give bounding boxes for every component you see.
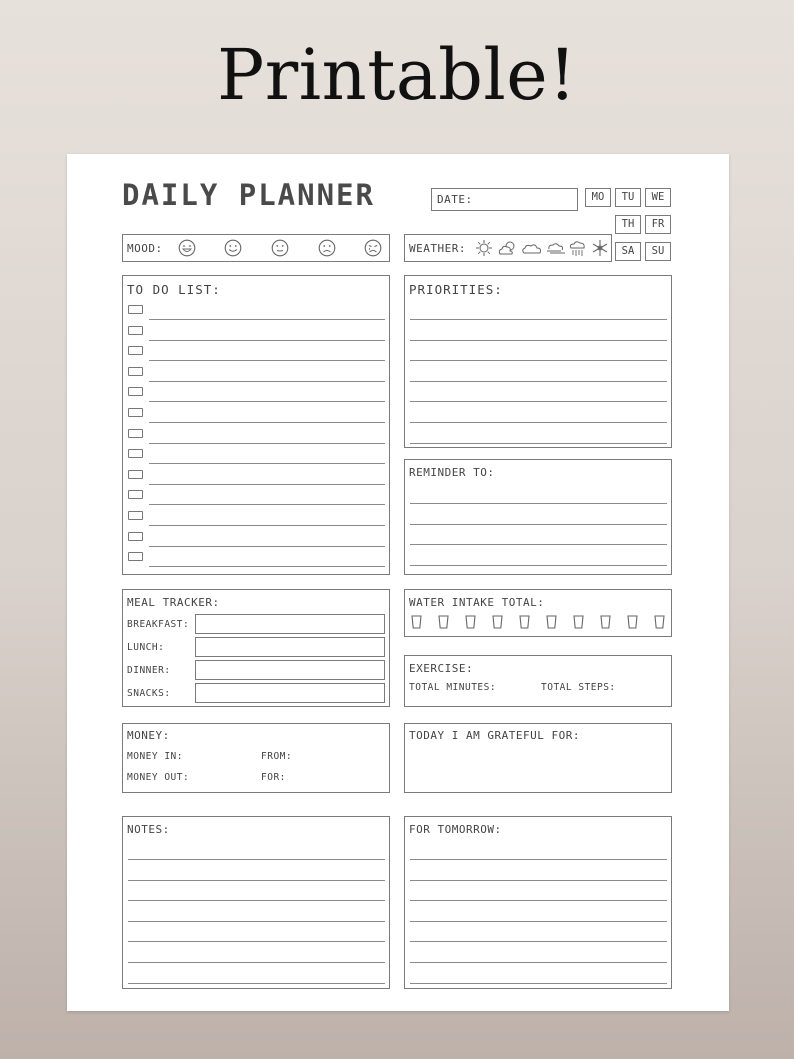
todo-box — [122, 275, 390, 575]
notes-line[interactable] — [128, 941, 385, 942]
money-out-label: MONEY OUT: — [127, 772, 190, 783]
water-intake-box — [404, 589, 672, 637]
water-cup-icon[interactable] — [438, 615, 449, 629]
todo-line[interactable] — [149, 360, 385, 361]
todo-checkbox[interactable] — [128, 408, 143, 417]
crying-face-icon[interactable] — [364, 239, 382, 257]
lunch-label: LUNCH: — [127, 642, 165, 653]
money-in-label: MONEY IN: — [127, 751, 183, 762]
day-we[interactable]: WE — [645, 188, 671, 207]
priorities-line[interactable] — [410, 443, 667, 444]
water-cup-icon[interactable] — [573, 615, 584, 629]
priorities-line[interactable] — [410, 319, 667, 320]
priorities-box — [404, 275, 672, 448]
todo-line[interactable] — [149, 566, 385, 567]
for-tomorrow-box — [404, 816, 672, 989]
todo-line[interactable] — [149, 443, 385, 444]
meal-tracker-label: MEAL TRACKER: — [127, 596, 220, 609]
neutral-face-icon[interactable] — [271, 239, 289, 257]
tomorrow-line[interactable] — [410, 859, 667, 860]
exercise-box — [404, 655, 672, 707]
todo-line[interactable] — [149, 484, 385, 485]
page-headline: Printable! — [217, 34, 577, 116]
partly-cloudy-icon[interactable] — [497, 239, 519, 257]
weather-label: WEATHER: — [409, 242, 466, 255]
money-label: MONEY: — [127, 729, 170, 742]
grateful-box — [404, 723, 672, 793]
dinner-field[interactable] — [195, 660, 385, 680]
todo-line[interactable] — [149, 504, 385, 505]
notes-box — [122, 816, 390, 989]
for-tomorrow-label: FOR TOMORROW: — [409, 823, 502, 836]
water-cup-icon[interactable] — [519, 615, 530, 629]
notes-line[interactable] — [128, 921, 385, 922]
sun-icon[interactable] — [475, 239, 493, 257]
water-cup-icon[interactable] — [465, 615, 476, 629]
todo-checkbox[interactable] — [128, 367, 143, 376]
todo-checkbox[interactable] — [128, 490, 143, 499]
lunch-field[interactable] — [195, 637, 385, 657]
money-box — [122, 723, 390, 793]
todo-checkbox[interactable] — [128, 470, 143, 479]
reminder-line[interactable] — [410, 565, 667, 566]
notes-label: NOTES: — [127, 823, 170, 836]
date-field[interactable] — [431, 188, 578, 211]
todo-checkbox[interactable] — [128, 346, 143, 355]
notes-line[interactable] — [128, 880, 385, 881]
meal-tracker-box — [122, 589, 390, 707]
mood-box — [122, 234, 390, 262]
reminder-line[interactable] — [410, 544, 667, 545]
dinner-label: DINNER: — [127, 665, 171, 676]
rain-icon[interactable] — [568, 238, 588, 258]
tomorrow-line[interactable] — [410, 900, 667, 901]
money-for-label: FOR: — [261, 772, 286, 783]
todo-checkbox[interactable] — [128, 532, 143, 541]
mood-label: MOOD: — [127, 242, 163, 255]
priorities-line[interactable] — [410, 422, 667, 423]
tomorrow-line[interactable] — [410, 921, 667, 922]
laughing-face-icon[interactable] — [178, 239, 196, 257]
snow-icon[interactable] — [591, 239, 609, 257]
reminder-box — [404, 459, 672, 575]
todo-checkbox[interactable] — [128, 305, 143, 314]
day-th[interactable]: TH — [615, 215, 641, 234]
tomorrow-line[interactable] — [410, 880, 667, 881]
windy-icon[interactable] — [545, 239, 567, 257]
todo-label: TO DO LIST: — [127, 282, 221, 297]
todo-checkbox[interactable] — [128, 449, 143, 458]
water-cup-icon[interactable] — [654, 615, 665, 629]
notes-line[interactable] — [128, 983, 385, 984]
snacks-label: SNACKS: — [127, 688, 171, 699]
breakfast-label: BREAKFAST: — [127, 619, 190, 630]
planner-title: DAILY PLANNER — [122, 178, 375, 212]
snacks-field[interactable] — [195, 683, 385, 703]
breakfast-field[interactable] — [195, 614, 385, 634]
cloudy-icon[interactable] — [521, 239, 543, 257]
smiling-face-icon[interactable] — [224, 239, 242, 257]
priorities-line[interactable] — [410, 360, 667, 361]
reminder-line[interactable] — [410, 503, 667, 504]
todo-line[interactable] — [149, 525, 385, 526]
water-cup-icon[interactable] — [627, 615, 638, 629]
weather-box — [404, 234, 612, 262]
tomorrow-line[interactable] — [410, 983, 667, 984]
todo-line[interactable] — [149, 319, 385, 320]
notes-line[interactable] — [128, 962, 385, 963]
money-from-label: FROM: — [261, 751, 293, 762]
notes-line[interactable] — [128, 900, 385, 901]
todo-line[interactable] — [149, 546, 385, 547]
water-cup-icon[interactable] — [492, 615, 503, 629]
day-mo[interactable]: MO — [585, 188, 611, 207]
grateful-label: TODAY I AM GRATEFUL FOR: — [409, 729, 580, 742]
todo-checkbox[interactable] — [128, 552, 143, 561]
planner-sheet — [67, 154, 729, 1011]
exercise-label: EXERCISE: — [409, 662, 474, 675]
tomorrow-line[interactable] — [410, 941, 667, 942]
water-cup-icon[interactable] — [411, 615, 422, 629]
priorities-line[interactable] — [410, 381, 667, 382]
priorities-line[interactable] — [410, 340, 667, 341]
priorities-label: PRIORITIES: — [409, 282, 503, 297]
reminder-line[interactable] — [410, 524, 667, 525]
water-cup-icon[interactable] — [546, 615, 557, 629]
todo-checkbox[interactable] — [128, 429, 143, 438]
total-steps-label: TOTAL STEPS: — [541, 682, 616, 693]
priorities-line[interactable] — [410, 401, 667, 402]
todo-line[interactable] — [149, 401, 385, 402]
sad-face-icon[interactable] — [318, 239, 336, 257]
todo-line[interactable] — [149, 340, 385, 341]
todo-line[interactable] — [149, 463, 385, 464]
day-su[interactable]: SU — [645, 242, 671, 261]
day-sa[interactable]: SA — [615, 242, 641, 261]
todo-checkbox[interactable] — [128, 511, 143, 520]
tomorrow-line[interactable] — [410, 962, 667, 963]
todo-line[interactable] — [149, 422, 385, 423]
water-cup-icon[interactable] — [600, 615, 611, 629]
reminder-label: REMINDER TO: — [409, 466, 495, 479]
total-minutes-label: TOTAL MINUTES: — [409, 682, 497, 693]
day-tu[interactable]: TU — [615, 188, 641, 207]
water-intake-label: WATER INTAKE TOTAL: — [409, 596, 545, 609]
todo-line[interactable] — [149, 381, 385, 382]
date-label: DATE: — [437, 193, 473, 206]
day-fr[interactable]: FR — [645, 215, 671, 234]
notes-line[interactable] — [128, 859, 385, 860]
todo-checkbox[interactable] — [128, 326, 143, 335]
todo-checkbox[interactable] — [128, 387, 143, 396]
